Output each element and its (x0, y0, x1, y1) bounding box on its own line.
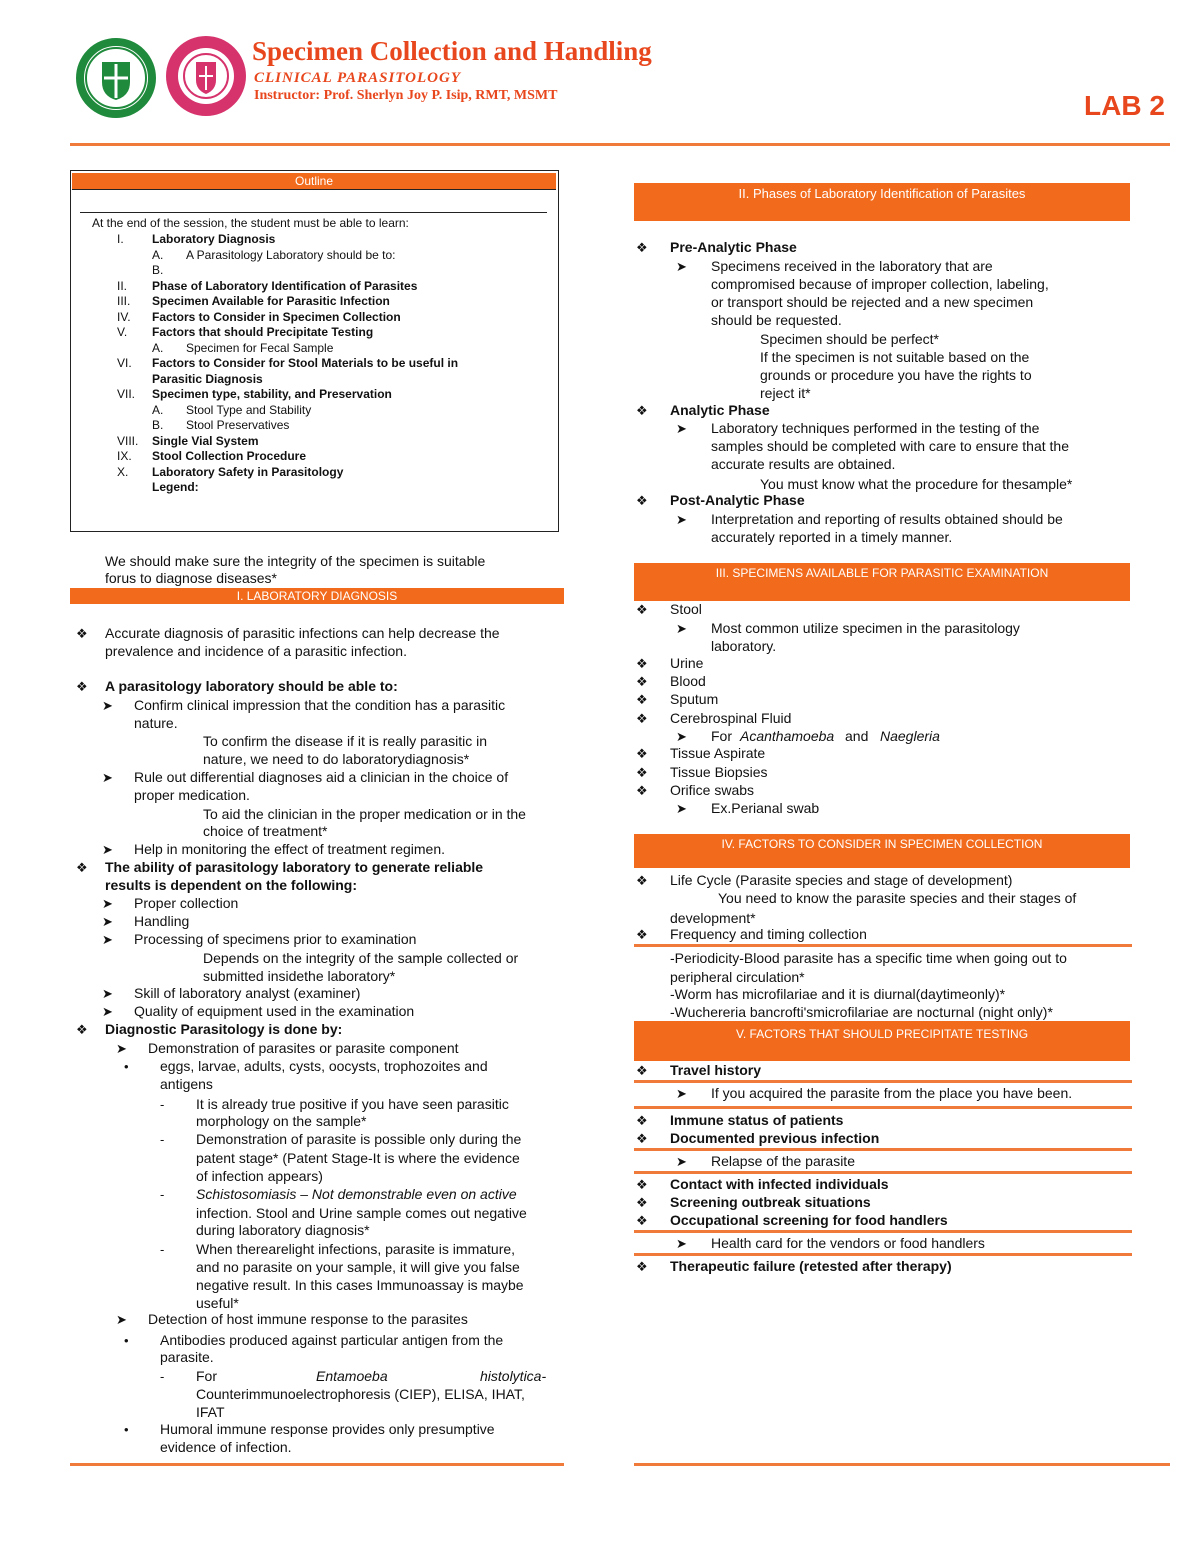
section-5-line: Therapeutic failure (retested after therapy) (670, 1258, 952, 1274)
section-5-divider (634, 1230, 1132, 1233)
bullet-icon: ❖ (636, 765, 648, 780)
header-divider (70, 143, 1170, 146)
section-1-line: morphology on the sample* (196, 1113, 367, 1129)
section-4-line: peripheral circulation* (670, 969, 805, 985)
outline-item: Stool Type and Stability (186, 402, 312, 417)
section-2-line: Pre-Analytic Phase (670, 239, 797, 255)
section-1-line: choice of treatment* (203, 823, 328, 839)
section-5-line: Screening outbreak situations (670, 1194, 871, 1210)
bullet-icon: ➤ (676, 801, 687, 816)
section-5-line: Health card for the vendors or food handlers (711, 1235, 985, 1251)
section-1-line: Processing of specimens prior to examination (134, 931, 417, 947)
outline-item-number: B. (152, 263, 164, 277)
bullet-icon: ➤ (102, 842, 113, 857)
section-2-line: accurate results are obtained. (711, 456, 896, 472)
section-1-line: during laboratory diagnosis* (196, 1222, 370, 1238)
section-4-line: -Worm has microfilariae and it is diurnal(daytimeonly)* (670, 986, 1006, 1002)
footer-divider-left (70, 1463, 564, 1466)
bullet-icon: ❖ (636, 674, 648, 689)
outline-item-number: II. (117, 278, 128, 293)
bullet-icon: ❖ (636, 656, 648, 671)
bullet-icon: ➤ (676, 1154, 687, 1169)
bullet-icon: ➤ (102, 698, 113, 713)
section-1-line: Counterimmunoelectrophoresis (CIEP), ELISA, IHAT, (196, 1386, 525, 1402)
outline-intro: At the end of the session, the student must be able to learn: (92, 216, 409, 230)
bullet-icon: ➤ (102, 770, 113, 785)
bullet-icon: ❖ (76, 1022, 88, 1037)
section-3-line: Urine (670, 655, 704, 671)
section-1-line: of infection appears) (196, 1168, 323, 1184)
outline-item-number: IX. (117, 449, 132, 463)
integrity-note: We should make sure the integrity of the specimen is suitable (105, 553, 486, 569)
outline-item: Factors to Consider in Specimen Collection (152, 309, 401, 324)
section-4-line: You need to know the parasite species and their stages of (718, 890, 1077, 906)
bullet-icon: ➤ (102, 932, 113, 947)
bullet-icon: - (160, 1097, 165, 1112)
section-1-line: Handling (134, 913, 190, 929)
instructor-line: Instructor: Prof. Sherlyn Joy P. Isip, RMT, MSMT (254, 88, 558, 103)
outline-item: Single Vial System (152, 433, 259, 448)
integrity-note-cont: forus to diagnose diseases* (105, 570, 277, 586)
bullet-icon: • (124, 1059, 129, 1074)
section-2-line: grounds or procedure you have the rights to (760, 367, 1032, 383)
outline-item-number: VIII. (117, 433, 139, 448)
section-5-line: Immune status of patients (670, 1112, 844, 1128)
section-5-divider (634, 1148, 1132, 1151)
section-2-line: You must know what the procedure for thesample* (760, 476, 1073, 492)
bullet-icon: ❖ (636, 1131, 648, 1146)
outline-item-number: X. (117, 464, 129, 479)
section-3-line: Tissue Aspirate (670, 745, 766, 761)
bullet-icon: ➤ (102, 896, 113, 911)
section-2-line: or transport should be rejected and a new specimen (711, 294, 1034, 310)
section-2-line: If the specimen is not suitable based on the (760, 349, 1030, 365)
outline-item-number: IV. (117, 309, 131, 324)
bullet-icon: ❖ (636, 873, 648, 888)
section-1-line: Skill of laboratory analyst (examiner) (134, 985, 361, 1001)
section-1-line: It is already true positive if you have seen parasitic (196, 1096, 509, 1112)
section-5-line: Travel history (670, 1062, 762, 1078)
section-1-line: Help in monitoring the effect of treatment regimen. (134, 841, 446, 857)
section-2-line: Analytic Phase (670, 402, 770, 418)
section-1-line: Entamoeba (316, 1368, 388, 1384)
section-2-line: accurately reported in a timely manner. (711, 529, 953, 545)
section-3-line: Blood (670, 673, 706, 689)
outline-item: Stool Preservatives (186, 418, 290, 432)
outline-item: Laboratory Diagnosis (152, 232, 276, 246)
school-seal-logo (76, 38, 156, 118)
bullet-icon: ❖ (636, 240, 648, 255)
section-1-line: Accurate diagnosis of parasitic infections can help decrease the (105, 625, 500, 641)
outline-item-number: III. (117, 294, 131, 308)
section-1-line: antigens (160, 1076, 213, 1092)
section-3-line: Tissue Biopsies (670, 764, 768, 780)
outline-item: Factors that should Precipitate Testing (152, 325, 374, 339)
section-3-line: Sputum (670, 691, 719, 707)
bullet-icon: ❖ (636, 1213, 648, 1228)
section-3-line: Orifice swabs (670, 782, 755, 798)
section-4-divider (634, 944, 1132, 947)
section-1-line: negative result. In this cases Immunoassay is maybe (196, 1277, 524, 1293)
bullet-icon: ❖ (636, 1177, 648, 1192)
section-1-line: Quality of equipment used in the examination (134, 1003, 415, 1019)
section-3-line: Ex.Perianal swab (711, 800, 820, 816)
bullet-icon: ❖ (76, 626, 88, 641)
bullet-icon: ➤ (116, 1312, 127, 1327)
bullet-icon: ➤ (676, 729, 687, 744)
bullet-icon: ❖ (636, 403, 648, 418)
bullet-icon: ❖ (636, 1259, 648, 1274)
section-1-line: nature, we need to do laboratorydiagnosis* (203, 751, 470, 767)
section-1-line: Detection of host immune response to the parasites (148, 1311, 468, 1327)
outline-heading: Outline (72, 173, 556, 190)
footer-divider-right (634, 1463, 1170, 1466)
section-4-line: -Wuchereria bancrofti'smicrofilariae are nocturnal (night only)* (670, 1004, 1053, 1020)
outline-item: Laboratory Safety in Parasitology (152, 464, 344, 479)
outline-item-number: A. (152, 340, 164, 355)
section-2-heading: II. Phases of Laboratory Identification of Parasites (634, 183, 1130, 221)
section-1-heading: I. LABORATORY DIAGNOSIS (70, 588, 564, 604)
course-subtitle: CLINICAL PARASITOLOGY (254, 70, 461, 86)
bullet-icon: ➤ (102, 914, 113, 929)
section-5-line: Contact with infected individuals (670, 1176, 889, 1192)
section-1-line: submitted insidethe laboratory* (203, 968, 396, 984)
section-1-line: Demonstration of parasites or parasite component (148, 1040, 459, 1056)
bullet-icon: ❖ (636, 783, 648, 798)
bullet-icon: ➤ (676, 421, 687, 436)
bullet-icon: ➤ (676, 259, 687, 274)
outline-item-number: A. (152, 247, 164, 262)
section-3-line: laboratory. (711, 638, 777, 654)
college-seal-logo (166, 36, 246, 116)
bullet-icon: ❖ (76, 860, 88, 875)
outline-item: Parasitic Diagnosis (152, 371, 263, 386)
section-2-line: reject it* (760, 385, 811, 401)
section-5-line: Documented previous infection (670, 1130, 880, 1146)
bullet-icon: ❖ (636, 602, 648, 617)
section-2-line: Interpretation and reporting of results obtained should be (711, 511, 1063, 527)
section-5-line: Relapse of the parasite (711, 1153, 855, 1169)
outline-item-number: A. (152, 402, 164, 417)
section-1-line: When therearelight infections, parasite is immature, (196, 1241, 516, 1257)
bullet-icon: ➤ (676, 1086, 687, 1101)
section-1-line: proper medication. (134, 787, 250, 803)
bullet-icon: ➤ (116, 1041, 127, 1056)
document-title: Specimen Collection and Handling (252, 36, 652, 66)
bullet-icon: ❖ (636, 927, 648, 942)
section-1-line: Depends on the integrity of the sample collected or (203, 950, 519, 966)
outline-item-number: VII. (117, 387, 136, 401)
section-1-line: Confirm clinical impression that the condition has a parasitic (134, 697, 506, 713)
section-1-line: To confirm the disease if it is really parasitic in (203, 733, 487, 749)
outline-item: Specimen Available for Parasitic Infection (152, 294, 390, 308)
outline-item: Stool Collection Procedure (152, 449, 307, 463)
bullet-icon: ➤ (676, 1236, 687, 1251)
section-1-line: histolytica- (480, 1368, 547, 1384)
section-1-line: Diagnostic Parasitology is done by: (105, 1021, 343, 1037)
outline-item: Specimen for Fecal Sample (186, 340, 334, 355)
bullet-icon: - (160, 1369, 165, 1384)
section-1-line: The ability of parasitology laboratory to generate reliable (105, 859, 484, 875)
section-3-line: Naegleria (880, 728, 940, 744)
section-4-line: Frequency and timing collection (670, 926, 867, 942)
section-4-heading: IV. FACTORS TO CONSIDER IN SPECIMEN COLLECTION (634, 834, 1130, 868)
section-1-line: parasite. (160, 1349, 214, 1365)
bullet-icon: ❖ (636, 692, 648, 707)
outline-item: Phase of Laboratory Identification of Parasites (152, 278, 418, 293)
section-4-line: development* (670, 910, 756, 926)
section-1-line: To aid the clinician in the proper medication or in the (203, 806, 526, 822)
section-1-line: A parasitology laboratory should be able to: (105, 678, 398, 694)
bullet-icon: • (124, 1333, 129, 1348)
outline-item-number: B. (152, 418, 164, 432)
outline-item: Factors to Consider for Stool Materials to be useful in (152, 356, 459, 370)
bullet-icon: ❖ (636, 1195, 648, 1210)
section-1-line: useful* (196, 1295, 239, 1311)
lab-number: LAB 2 (1084, 90, 1165, 121)
section-1-line: IFAT (196, 1404, 225, 1420)
section-5-line: Occupational screening for food handlers (670, 1212, 948, 1228)
section-2-line: Specimens received in the laboratory that are (711, 258, 993, 274)
section-5-line: If you acquired the parasite from the place you have been. (711, 1085, 1073, 1101)
bullet-icon: ➤ (102, 1004, 113, 1019)
outline-item-number: I. (117, 232, 124, 246)
section-1-line: Humoral immune response provides only presumptive (160, 1421, 495, 1437)
outline-item: Legend: (152, 480, 199, 494)
section-2-line: samples should be completed with care to ensure that the (711, 438, 1069, 454)
section-2-line: Laboratory techniques performed in the testing of the (711, 420, 1040, 436)
section-3-line: Stool (670, 601, 702, 617)
section-5-heading: V. FACTORS THAT SHOULD PRECIPITATE TESTING (634, 1021, 1130, 1061)
bullet-icon: ➤ (676, 512, 687, 527)
bullet-icon: - (160, 1242, 165, 1257)
outline-item: A Parasitology Laboratory should be to: (186, 247, 396, 262)
section-4-line: -Periodicity-Blood parasite has a specific time when going out to (670, 950, 1067, 966)
outline-item-number: V. (117, 325, 128, 339)
section-1-line: infection. Stool and Urine sample comes out negative (196, 1205, 527, 1221)
bullet-icon: ❖ (76, 679, 88, 694)
section-2-line: Specimen should be perfect* (760, 331, 939, 347)
section-1-line: eggs, larvae, adults, cysts, oocysts, trophozoites and (160, 1058, 488, 1074)
section-3-line: Cerebrospinal Fluid (670, 710, 792, 726)
section-5-divider (634, 1106, 1132, 1109)
section-1-line: Demonstration of parasite is possible only during the (196, 1131, 522, 1147)
section-2-line: should be requested. (711, 312, 842, 328)
section-1-line: evidence of infection. (160, 1439, 292, 1455)
section-1-line: prevalence and incidence of a parasitic infection. (105, 643, 407, 659)
section-1-line: patent stage* (Patent Stage-It is where the evidence (196, 1150, 520, 1166)
section-5-divider (634, 1080, 1132, 1083)
bullet-icon: - (160, 1132, 165, 1147)
section-3-line: Acanthamoeba (740, 728, 835, 744)
bullet-icon: ➤ (676, 621, 687, 636)
section-1-line: Antibodies produced against particular antigen from the (160, 1332, 504, 1348)
section-1-line: results is dependent on the following: (105, 877, 358, 893)
section-3-line: and (845, 728, 869, 744)
section-3-line: For (711, 728, 732, 744)
bullet-icon: ❖ (636, 746, 648, 761)
section-1-line: and no parasite on your sample, it will give you false (196, 1259, 520, 1275)
section-5-divider (634, 1171, 1132, 1174)
section-4-line: Life Cycle (Parasite species and stage of development) (670, 872, 1013, 888)
outline-rule (80, 212, 547, 213)
section-1-line: Schistosomiasis – Not demonstrable even on active (196, 1186, 517, 1202)
section-5-divider (634, 1253, 1132, 1256)
section-1-line: nature. (134, 715, 178, 731)
bullet-icon: - (160, 1187, 165, 1202)
bullet-icon: ❖ (636, 1113, 648, 1128)
section-1-line: For (196, 1368, 217, 1384)
bullet-icon: ❖ (636, 711, 648, 726)
outline-item-number: VI. (117, 356, 132, 370)
bullet-icon: • (124, 1422, 129, 1437)
bullet-icon: ❖ (636, 493, 648, 508)
outline-item: Specimen type, stability, and Preservation (152, 387, 392, 401)
section-1-line: Rule out differential diagnoses aid a clinician in the choice of (134, 769, 509, 785)
bullet-icon: ❖ (636, 1063, 648, 1078)
section-3-heading: III. SPECIMENS AVAILABLE FOR PARASITIC EXAMINATION (634, 563, 1130, 601)
section-2-line: compromised because of improper collection, labeling, (711, 276, 1049, 292)
bullet-icon: ➤ (102, 986, 113, 1001)
section-2-line: Post-Analytic Phase (670, 492, 805, 508)
section-1-line: Proper collection (134, 895, 239, 911)
section-3-line: Most common utilize specimen in the parasitology (711, 620, 1020, 636)
